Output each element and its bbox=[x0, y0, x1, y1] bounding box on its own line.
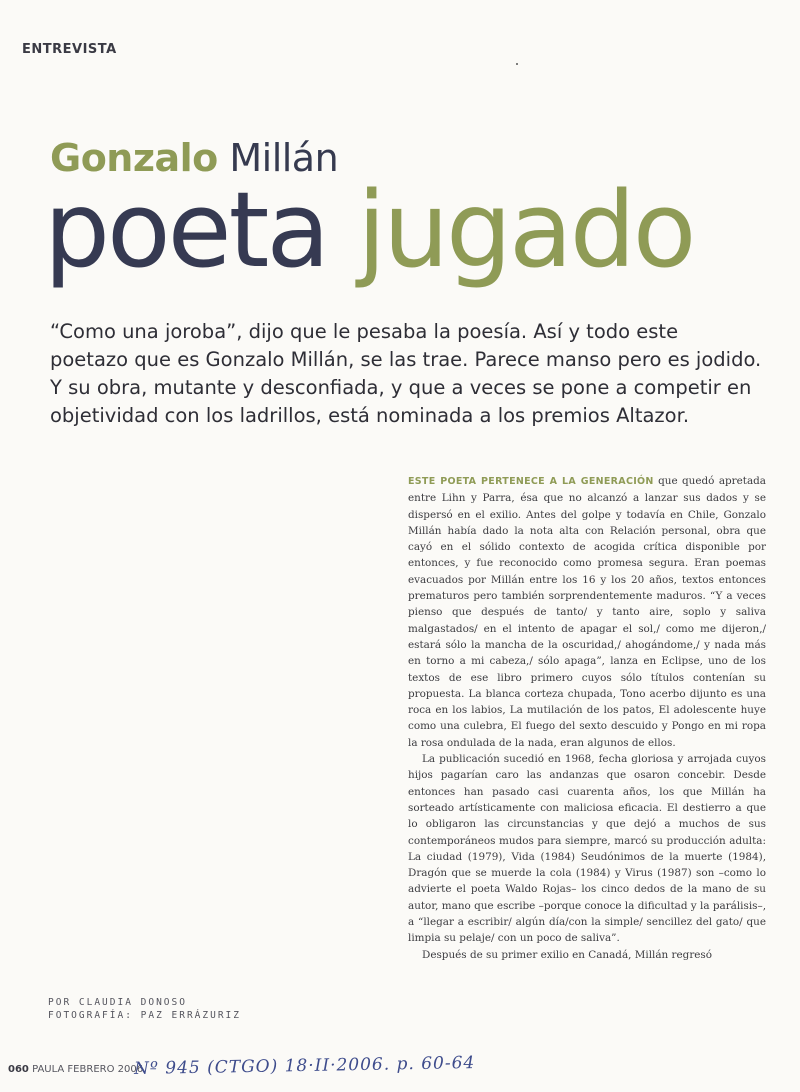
paragraph-text: que quedó apretada entre Lihn y Parra, ésa que no alcanzó a lanzar sus dados y se dispersó en el exilio. Antes del golpe y todavía en Chile, Gonzalo Millán había dado la nota alta con Relación personal, obra que cayó en el sólido contexto de acogida crítica disponible por entonces, y fue reconocido como promesa segura. Eran poemas evacuados por Millán entre los 16 y los 20 años, textos entonces prematuros pero también sorprendentemente maduros. “Y a veces pienso que después de tanto/ y tanto aire, soplo y saliva malgastados/ en el intento de apagar el sol,/ como me dijeron,/ estará sólo la mancha de la oscuridad,/ ahogándome,/ y nada más en torno a mi cabeza,/ sólo apaga”, lanza en Eclipse, uno de los textos de ese libro primero cuyos sólo títulos contenían su propuesta. La blanca corteza chupada, Tono acerbo dijunto es una roca en los labios, La mutilación de los patos, El adolescente huye como una culebra, El fuego del sexto descuido y Pongo en mi ropa la rosa ondulada de la nada, eran algunos de ellos. bbox=[408, 475, 766, 749]
article-paragraph-2: La publicación sucedió en 1968, fecha gloriosa y arrojada cuyos hijos pagarían caro las andanzas que osaron concebir. Desde entonces han pasado casi cuarenta años, los que Millán ha sorteado artísticamente con maliciosa eficacia. El destierro a que lo obligaron las circunstancias y que dejó a muchos de sus contemporáneos mudos para siempre, marcó su producción adulta: La ciudad (1979), Vida (1984) Seudónimos de la muerte (1984), Dragón que se muerde la cola (1984) y Virus (1987) son –como lo advierte el poeta Waldo Rojas– los cinco dedos de la mano de su autor, mano que escribe –porque conoce la dificultad y la parálisis–, a “llegar a escribir/ algún día/con la simple/ sencillez del gato/ que limpia su pelaje/ con un poco de saliva”. bbox=[408, 753, 766, 945]
article-body bbox=[408, 473, 766, 963]
headline-word-2: jugado bbox=[357, 169, 694, 291]
print-speck bbox=[516, 63, 518, 65]
section-label: ENTREVISTA bbox=[22, 42, 117, 57]
author-credit: POR CLAUDIA DONOSO bbox=[48, 997, 187, 1008]
issue-label: PAULA FEBRERO 2006 bbox=[32, 1064, 144, 1075]
page-number: 060 bbox=[8, 1064, 29, 1075]
name-last: Millán bbox=[229, 136, 339, 180]
lede-paragraph: “Como una joroba”, dijo que le pesaba la poesía. Así y todo este poetazo que es Gonzalo Millán, se las trae. Parece manso pero es jodido. Y su obra, mutante y desconfiada, y que a veces se pone a competir en objetividad con los ladrillos, está nominada a los premios Altazor. bbox=[50, 320, 762, 427]
article-paragraph-1 bbox=[408, 473, 766, 751]
handwritten-annotation: Nº 945 (CTGO) 18·II·2006. p. 60-64 bbox=[133, 1053, 476, 1079]
headline-word-1: poeta bbox=[44, 169, 328, 291]
lead-in: ESTE POETA PERTENECE A LA GENERACIÓN bbox=[408, 476, 654, 487]
headline bbox=[44, 169, 694, 291]
byline bbox=[48, 996, 241, 1022]
page-footer bbox=[8, 1064, 143, 1075]
photo-credit: FOTOGRAFÍA: PAZ ERRÁZURIZ bbox=[48, 1010, 241, 1021]
article-paragraph-3: Después de su primer exilio en Canadá, Millán regresó bbox=[422, 948, 713, 961]
name-first: Gonzalo bbox=[50, 136, 218, 180]
